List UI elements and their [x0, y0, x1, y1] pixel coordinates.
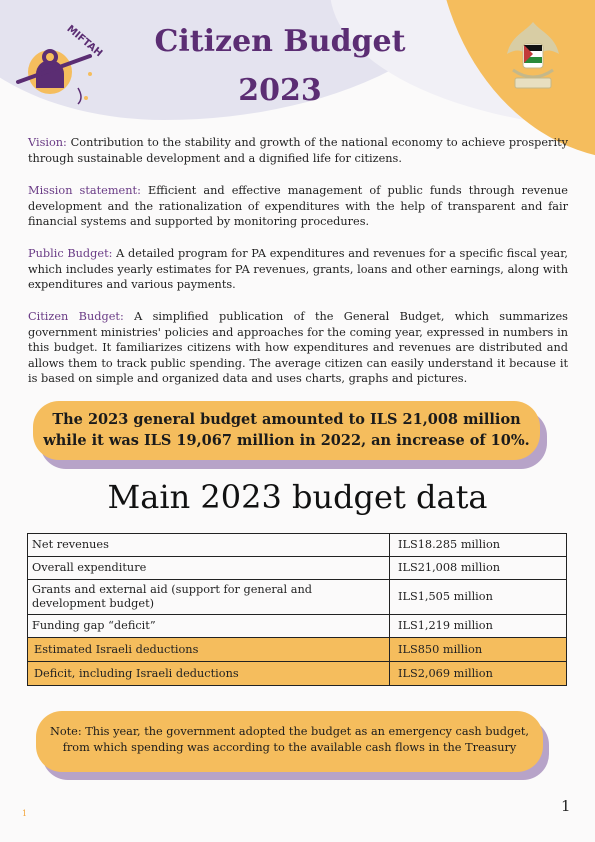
note-line1: Note: This year, the government adopted the budget as an emergency cash budget, — [49, 725, 530, 738]
highlight-box — [33, 401, 540, 460]
vision-paragraph — [28, 135, 568, 166]
palestine-emblem-icon — [497, 14, 569, 104]
table-row — [28, 557, 567, 580]
mission-paragraph — [28, 183, 568, 230]
page-title: Citizen Budget — [154, 24, 406, 59]
page-number: 1 — [561, 797, 571, 815]
public-budget-text: A detailed program for PA expenditures and revenues for a specific fiscal year, which includes yearly estimates for PA revenues, grants, loans and other earnings, along with expenditures and various payments. — [28, 247, 568, 291]
vision-text: Contribution to the stability and growth of the national economy to achieve prosperity through sustainable development and a dignified life for citizens. — [28, 136, 568, 165]
row-label: Funding gap “deficit” — [28, 615, 390, 638]
row-value: ILS2,069 million — [390, 662, 567, 686]
main-data-heading: Main 2023 budget data — [107, 478, 488, 516]
row-label: Deficit, including Israeli deductions — [28, 662, 390, 686]
row-label: Net revenues — [28, 534, 390, 557]
note-line2: from which spending was according to the available cash flows in the Treasury — [62, 741, 517, 754]
miftah-logo-text — [64, 23, 104, 59]
svg-text:MIFTAH: MIFTAH — [64, 23, 104, 60]
table-row — [28, 580, 567, 615]
row-label: Overall expenditure — [28, 557, 390, 580]
note-box — [36, 711, 543, 772]
highlight-line1: The 2023 general budget amounted to ILS 21,008 million — [52, 411, 521, 428]
citizen-budget-label: Citizen Budget: — [28, 310, 124, 323]
row-label: Grants and external aid (support for general and development budget) — [28, 580, 390, 615]
page-title-year: 2023 — [238, 73, 322, 108]
table-row-highlighted — [28, 638, 567, 662]
row-value: ILS21,008 million — [390, 557, 567, 580]
row-value: ILS850 million — [390, 638, 567, 662]
budget-data-table — [27, 533, 567, 686]
vision-label: Vision: — [28, 136, 67, 149]
row-value: ILS1,219 million — [390, 615, 567, 638]
public-budget-label: Public Budget: — [28, 247, 113, 260]
highlight-line2: while it was ILS 19,067 million in 2022, an increase of 10%. — [43, 432, 530, 449]
row-value: ILS18.285 million — [390, 534, 567, 557]
miftah-logo — [14, 16, 104, 108]
citizen-budget-paragraph — [28, 309, 568, 387]
citizen-budget-text: A simplified publication of the General Budget, which summarizes government ministries' policies and approaches for the coming year, expressed in numbers in this budget. It familiarizes citizens with how expenditures and revenues are distributed and allows them to track public spending. The average citizen can easily understand it because it is based on simple and organized data and uses charts, graphs and pictures. — [28, 310, 568, 385]
public-budget-paragraph — [28, 246, 568, 293]
table-row — [28, 615, 567, 638]
mission-text: Efficient and effective management of public funds through revenue development and the rationalization of expenditures with the help of transparent and fair financial systems and supported by monitoring procedures. — [28, 184, 568, 228]
row-value: ILS1,505 million — [390, 580, 567, 615]
mission-label: Mission statement: — [28, 184, 141, 197]
table-row — [28, 534, 567, 557]
row-label: Estimated Israeli deductions — [28, 638, 390, 662]
table-row-highlighted — [28, 662, 567, 686]
footer-page-mark: 1 — [22, 809, 28, 818]
